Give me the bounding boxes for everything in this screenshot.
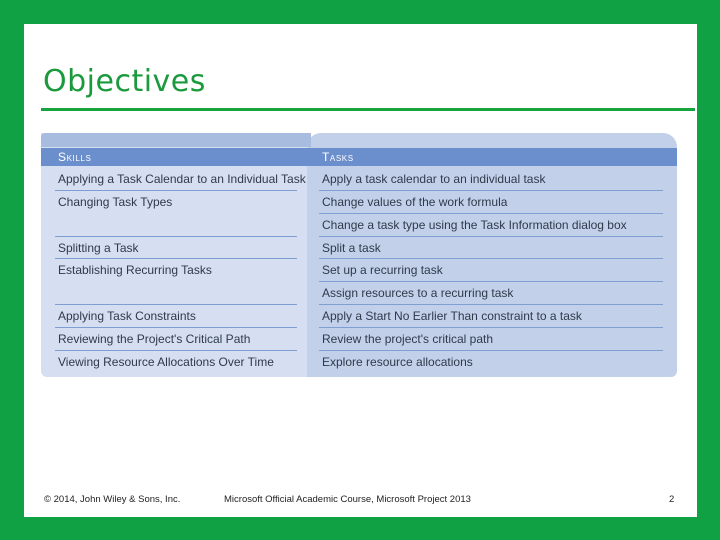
- skills-header: Skills: [58, 150, 92, 164]
- skill-cell: Applying a Task Calendar to an Individual Task: [58, 172, 306, 186]
- table-header-bar: [41, 148, 677, 166]
- row-divider: [319, 213, 663, 214]
- task-cell: Apply a Start No Earlier Than constraint to a task: [322, 309, 582, 323]
- task-cell: Assign resources to a recurring task: [322, 286, 514, 300]
- task-cell: Change a task type using the Task Information dialog box: [322, 218, 627, 232]
- row-divider: [319, 190, 663, 191]
- task-cell: Apply a task calendar to an individual task: [322, 172, 546, 186]
- row-divider: [319, 327, 663, 328]
- task-cell: Set up a recurring task: [322, 263, 443, 277]
- row-divider: [55, 190, 297, 191]
- row-divider: [55, 236, 297, 237]
- tasks-header: Tasks: [322, 150, 354, 164]
- skill-cell: Viewing Resource Allocations Over Time: [58, 355, 274, 369]
- task-cell: Review the project's critical path: [322, 332, 494, 346]
- row-divider: [55, 327, 297, 328]
- row-divider: [55, 350, 297, 351]
- skill-cell: Applying Task Constraints: [58, 309, 196, 323]
- row-divider: [55, 258, 297, 259]
- skill-cell: Establishing Recurring Tasks: [58, 263, 212, 277]
- slide: [24, 24, 697, 517]
- page-number: 2: [669, 494, 675, 505]
- title-underline: [41, 108, 695, 111]
- row-divider: [319, 350, 663, 351]
- slide-title: Objectives: [43, 64, 206, 99]
- skill-cell: Splitting a Task: [58, 241, 139, 255]
- skill-cell: Reviewing the Project's Critical Path: [58, 332, 251, 346]
- footer-copyright: © 2014, John Wiley & Sons, Inc.: [44, 494, 181, 505]
- task-cell: Explore resource allocations: [322, 355, 473, 369]
- task-cell: Change values of the work formula: [322, 195, 508, 209]
- row-divider: [319, 236, 663, 237]
- row-divider: [319, 281, 663, 282]
- row-divider: [319, 258, 663, 259]
- task-cell: Split a task: [322, 241, 381, 255]
- objectives-table: [41, 133, 677, 377]
- footer-course: Microsoft Official Academic Course, Microsoft Project 2013: [224, 494, 471, 505]
- skill-cell: Changing Task Types: [58, 195, 173, 209]
- row-divider: [319, 304, 663, 305]
- row-divider: [55, 304, 297, 305]
- table-top-band: [41, 133, 311, 147]
